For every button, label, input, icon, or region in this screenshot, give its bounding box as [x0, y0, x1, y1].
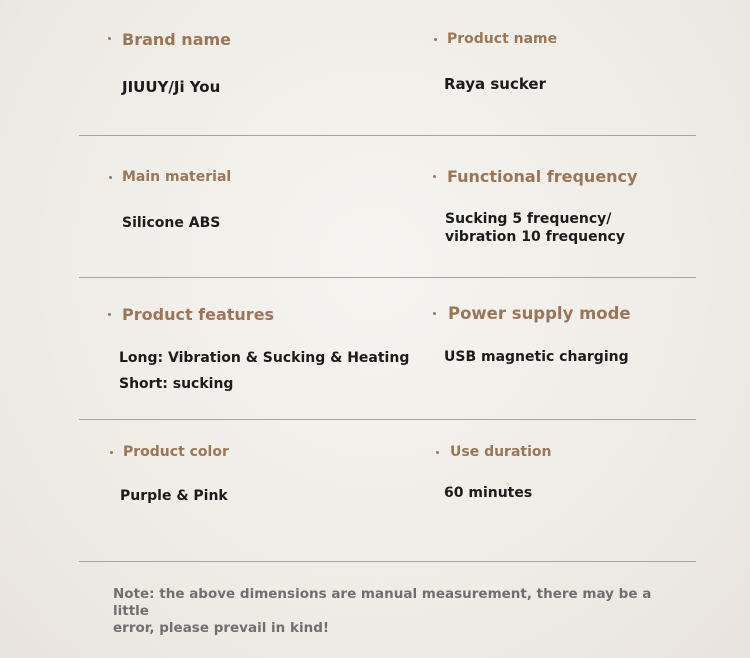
note-line-1: Note: the above dimensions are manual measurement, there may be a little [113, 586, 652, 619]
bullet-icon [436, 451, 439, 454]
divider [79, 277, 696, 278]
product-name-label: Product name [447, 31, 558, 47]
main-material-label: Main material [122, 169, 232, 185]
product-name-value: Raya sucker [444, 75, 546, 93]
bullet-icon [109, 176, 112, 179]
bullet-icon [108, 313, 111, 316]
product-features-value-line1: Long: Vibration & Sucking & Heating [119, 350, 410, 366]
functional-frequency-label: Functional frequency [447, 167, 638, 186]
power-supply-mode-label: Power supply mode [448, 304, 631, 323]
divider [79, 419, 696, 420]
functional-frequency-value-line1: Sucking 5 frequency/ [445, 211, 612, 227]
note-line-2: error, please prevail in kind! [113, 620, 330, 636]
bullet-icon [433, 175, 436, 178]
use-duration-value: 60 minutes [444, 485, 533, 501]
product-color-value: Purple & Pink [120, 488, 228, 504]
bullet-icon [433, 312, 436, 315]
brand-name-label: Brand name [122, 30, 232, 49]
bullet-icon [110, 451, 113, 454]
bullet-icon [434, 38, 437, 41]
divider [79, 561, 696, 562]
use-duration-label: Use duration [450, 444, 552, 460]
main-material-value: Silicone ABS [122, 215, 221, 231]
product-color-label: Product color [123, 444, 229, 460]
product-features-label: Product features [122, 305, 275, 324]
divider [79, 135, 696, 136]
measurement-note [113, 586, 673, 637]
functional-frequency-value-line2: vibration 10 frequency [445, 229, 625, 245]
power-supply-mode-value: USB magnetic charging [444, 349, 629, 365]
bullet-icon [108, 37, 111, 40]
brand-name-value: JIUUY/Ji You [122, 78, 221, 96]
product-features-value-line2: Short: sucking [119, 376, 234, 392]
